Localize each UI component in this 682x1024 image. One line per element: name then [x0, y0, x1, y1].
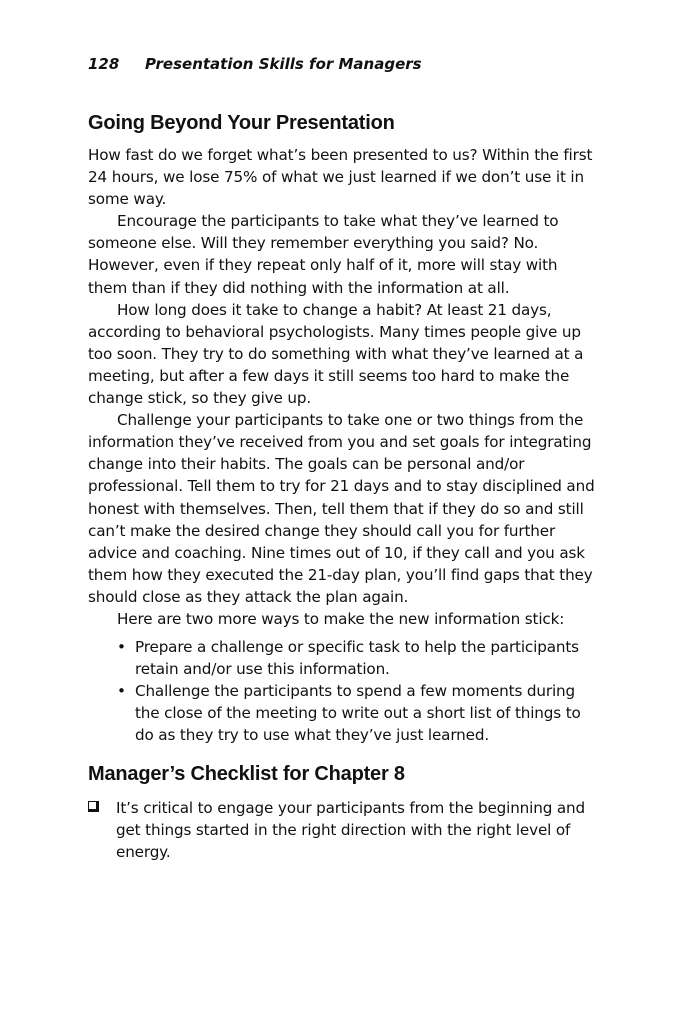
paragraph: Challenge your participants to take one or two things from the information they’ve received from you and set goals for integrating change into their habits. The goals can be personal and/or professional. Tell them to try for 21 days and to stay disciplined and honest with themselves. Then, tell them that if they do so and still can’t make the desired change they should call you for further advice and coaching. Nine times out of 10, if they call and you ask them how they executed the 21-day plan, you’ll find gaps that they should close as they attack the plan again. [88, 411, 595, 606]
checkbox-icon [88, 801, 99, 812]
bullet-icon: • [117, 682, 126, 701]
page-number: 128 [88, 55, 120, 73]
book-title: Presentation Skills for Managers [145, 55, 422, 73]
section-heading-going-beyond: Going Beyond Your Presentation [88, 112, 395, 134]
running-head [88, 52, 598, 76]
section-body-going-beyond [88, 144, 598, 747]
paragraph: How fast do we forget what’s been presented to us? Within the first 24 hours, we lose 75% of what we just learned if we don’t use it in some way. [88, 146, 593, 209]
list-item [88, 680, 598, 746]
paragraph: Encourage the participants to take what they’ve learned to someone else. Will they remember everything you said? No. However, even if they repeat only half of it, more will stay with them than if they did nothing with the information at all. [88, 212, 559, 297]
bullet-icon: • [117, 638, 126, 657]
book-page [88, 52, 598, 863]
paragraph: How long does it take to change a habit? At least 21 days, according to behavioral psychologists. Many times people give up too soon. They try to do something with what they’ve learned at a meeting, but after a few days it still seems too hard to make the change stick, so they give up. [88, 300, 584, 408]
list-item-text: Prepare a challenge or specific task to help the participants retain and/or use this information. [135, 638, 579, 679]
checklist [88, 797, 598, 863]
checklist-item [88, 797, 598, 863]
section-heading-checklist: Manager’s Checklist for Chapter 8 [88, 762, 405, 785]
list-item-text: Challenge the participants to spend a few moments during the close of the meeting to write out a short list of things to do as they try to use what they’ve just learned. [135, 682, 581, 745]
checklist-item-text: It’s critical to engage your participants from the beginning and get things started in the right direction with the right level of energy. [116, 798, 585, 861]
list-item [88, 636, 598, 680]
paragraph: Here are two more ways to make the new information stick: [117, 609, 565, 628]
section-body-checklist [88, 797, 598, 863]
bullet-list [88, 636, 598, 746]
